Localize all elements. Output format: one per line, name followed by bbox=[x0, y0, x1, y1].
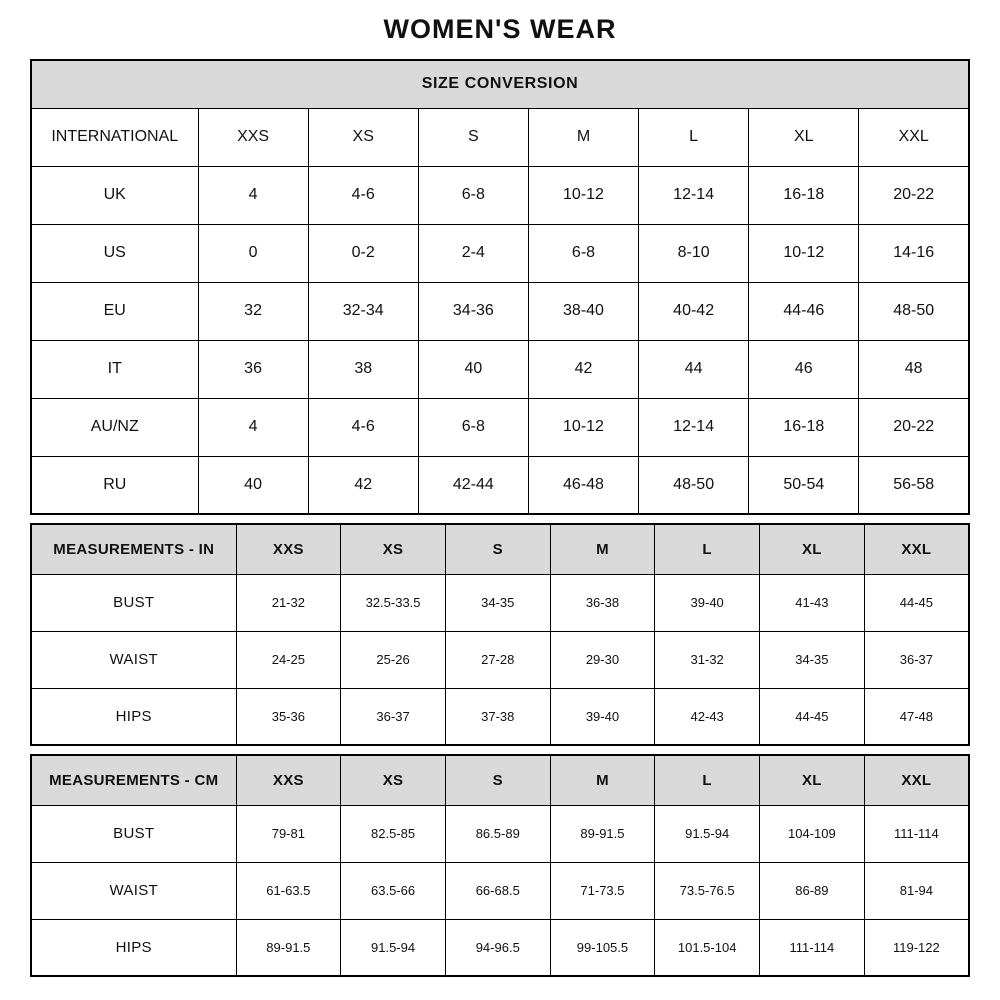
value-cell: 47-48 bbox=[864, 688, 969, 745]
value-cell: 16-18 bbox=[749, 398, 859, 456]
value-cell: 44 bbox=[639, 340, 749, 398]
value-cell: 48-50 bbox=[639, 456, 749, 514]
measurements-in-table bbox=[30, 523, 970, 746]
size-column-header: XXS bbox=[236, 524, 341, 574]
value-cell: 119-122 bbox=[864, 919, 969, 976]
size-column-header: M bbox=[550, 755, 655, 805]
table-row bbox=[31, 919, 969, 976]
value-cell: 27-28 bbox=[445, 631, 550, 688]
value-cell: 6-8 bbox=[418, 166, 528, 224]
value-cell: 10-12 bbox=[528, 166, 638, 224]
table-gap bbox=[30, 746, 970, 754]
table-row bbox=[31, 108, 969, 166]
value-cell: 111-114 bbox=[760, 919, 865, 976]
value-cell: 37-38 bbox=[445, 688, 550, 745]
value-cell: 36-37 bbox=[341, 688, 446, 745]
value-cell: 39-40 bbox=[655, 574, 760, 631]
value-cell: 79-81 bbox=[236, 805, 341, 862]
row-label: BUST bbox=[31, 805, 236, 862]
table-row bbox=[31, 805, 969, 862]
value-cell: 31-32 bbox=[655, 631, 760, 688]
value-cell: 32 bbox=[198, 282, 308, 340]
value-cell: S bbox=[418, 108, 528, 166]
value-cell: 29-30 bbox=[550, 631, 655, 688]
size-column-header: M bbox=[550, 524, 655, 574]
value-cell: 36 bbox=[198, 340, 308, 398]
table-row bbox=[31, 456, 969, 514]
value-cell: 86.5-89 bbox=[445, 805, 550, 862]
value-cell: 36-37 bbox=[864, 631, 969, 688]
row-label: WAIST bbox=[31, 862, 236, 919]
value-cell: XXS bbox=[198, 108, 308, 166]
value-cell: 94-96.5 bbox=[445, 919, 550, 976]
value-cell: 25-26 bbox=[341, 631, 446, 688]
value-cell: 4 bbox=[198, 398, 308, 456]
value-cell: 32-34 bbox=[308, 282, 418, 340]
size-column-header: XL bbox=[760, 524, 865, 574]
value-cell: 34-35 bbox=[445, 574, 550, 631]
value-cell: 2-4 bbox=[418, 224, 528, 282]
row-label: US bbox=[31, 224, 198, 282]
value-cell: M bbox=[528, 108, 638, 166]
value-cell: 73.5-76.5 bbox=[655, 862, 760, 919]
value-cell: 44-46 bbox=[749, 282, 859, 340]
value-cell: 91.5-94 bbox=[655, 805, 760, 862]
table-gap bbox=[30, 515, 970, 523]
value-cell: XS bbox=[308, 108, 418, 166]
value-cell: 42 bbox=[528, 340, 638, 398]
value-cell: 20-22 bbox=[859, 166, 969, 224]
value-cell: 44-45 bbox=[760, 688, 865, 745]
size-column-header: XXL bbox=[864, 524, 969, 574]
size-column-header: XXS bbox=[236, 755, 341, 805]
size-conversion-table bbox=[30, 59, 970, 515]
table-row bbox=[31, 574, 969, 631]
size-header-row bbox=[31, 755, 969, 805]
row-label: BUST bbox=[31, 574, 236, 631]
row-label: UK bbox=[31, 166, 198, 224]
row-label: EU bbox=[31, 282, 198, 340]
value-cell: 40 bbox=[418, 340, 528, 398]
value-cell: 0-2 bbox=[308, 224, 418, 282]
value-cell: 4 bbox=[198, 166, 308, 224]
value-cell: XXL bbox=[859, 108, 969, 166]
size-column-header: S bbox=[445, 524, 550, 574]
value-cell: 6-8 bbox=[528, 224, 638, 282]
table-row bbox=[31, 631, 969, 688]
size-column-header: XS bbox=[341, 755, 446, 805]
value-cell: 40 bbox=[198, 456, 308, 514]
value-cell: 104-109 bbox=[760, 805, 865, 862]
value-cell: XL bbox=[749, 108, 859, 166]
value-cell: 21-32 bbox=[236, 574, 341, 631]
value-cell: 38 bbox=[308, 340, 418, 398]
size-column-header: XXL bbox=[864, 755, 969, 805]
value-cell: 4-6 bbox=[308, 398, 418, 456]
value-cell: 36-38 bbox=[550, 574, 655, 631]
value-cell: 14-16 bbox=[859, 224, 969, 282]
value-cell: 34-36 bbox=[418, 282, 528, 340]
value-cell: 41-43 bbox=[760, 574, 865, 631]
size-column-header: S bbox=[445, 755, 550, 805]
value-cell: 10-12 bbox=[749, 224, 859, 282]
value-cell: 61-63.5 bbox=[236, 862, 341, 919]
size-conversion-title: SIZE CONVERSION bbox=[31, 60, 969, 108]
value-cell: 66-68.5 bbox=[445, 862, 550, 919]
table-row bbox=[31, 398, 969, 456]
value-cell: 42-44 bbox=[418, 456, 528, 514]
value-cell: 89-91.5 bbox=[550, 805, 655, 862]
value-cell: 91.5-94 bbox=[341, 919, 446, 976]
page-title: WOMEN'S WEAR bbox=[383, 14, 617, 44]
value-cell: 99-105.5 bbox=[550, 919, 655, 976]
value-cell: 48 bbox=[859, 340, 969, 398]
value-cell: 38-40 bbox=[528, 282, 638, 340]
value-cell: 32.5-33.5 bbox=[341, 574, 446, 631]
value-cell: 34-35 bbox=[760, 631, 865, 688]
value-cell: 50-54 bbox=[749, 456, 859, 514]
value-cell: 8-10 bbox=[639, 224, 749, 282]
table-row bbox=[31, 862, 969, 919]
value-cell: 48-50 bbox=[859, 282, 969, 340]
table-row bbox=[31, 340, 969, 398]
value-cell: L bbox=[639, 108, 749, 166]
value-cell: 56-58 bbox=[859, 456, 969, 514]
value-cell: 89-91.5 bbox=[236, 919, 341, 976]
table-row bbox=[31, 688, 969, 745]
row-label: INTERNATIONAL bbox=[31, 108, 198, 166]
value-cell: 10-12 bbox=[528, 398, 638, 456]
measurements-cm-table bbox=[30, 754, 970, 977]
row-label: RU bbox=[31, 456, 198, 514]
value-cell: 6-8 bbox=[418, 398, 528, 456]
value-cell: 42 bbox=[308, 456, 418, 514]
value-cell: 12-14 bbox=[639, 166, 749, 224]
size-column-header: XL bbox=[760, 755, 865, 805]
value-cell: 42-43 bbox=[655, 688, 760, 745]
value-cell: 82.5-85 bbox=[341, 805, 446, 862]
size-column-header: XS bbox=[341, 524, 446, 574]
row-label: HIPS bbox=[31, 688, 236, 745]
value-cell: 111-114 bbox=[864, 805, 969, 862]
table-row bbox=[31, 166, 969, 224]
value-cell: 39-40 bbox=[550, 688, 655, 745]
value-cell: 46-48 bbox=[528, 456, 638, 514]
value-cell: 20-22 bbox=[859, 398, 969, 456]
table-title-row bbox=[31, 60, 969, 108]
value-cell: 63.5-66 bbox=[341, 862, 446, 919]
size-header-row bbox=[31, 524, 969, 574]
value-cell: 12-14 bbox=[639, 398, 749, 456]
row-label: IT bbox=[31, 340, 198, 398]
row-label: WAIST bbox=[31, 631, 236, 688]
row-label: HIPS bbox=[31, 919, 236, 976]
value-cell: 40-42 bbox=[639, 282, 749, 340]
row-label: AU/NZ bbox=[31, 398, 198, 456]
value-cell: 44-45 bbox=[864, 574, 969, 631]
value-cell: 0 bbox=[198, 224, 308, 282]
table-row bbox=[31, 282, 969, 340]
value-cell: 24-25 bbox=[236, 631, 341, 688]
size-column-header: L bbox=[655, 755, 760, 805]
value-cell: 81-94 bbox=[864, 862, 969, 919]
value-cell: 4-6 bbox=[308, 166, 418, 224]
table-row bbox=[31, 224, 969, 282]
value-cell: 71-73.5 bbox=[550, 862, 655, 919]
value-cell: 86-89 bbox=[760, 862, 865, 919]
value-cell: 101.5-104 bbox=[655, 919, 760, 976]
value-cell: 35-36 bbox=[236, 688, 341, 745]
measurements-cm-title: MEASUREMENTS - CM bbox=[31, 755, 236, 805]
value-cell: 46 bbox=[749, 340, 859, 398]
value-cell: 16-18 bbox=[749, 166, 859, 224]
measurements-in-title: MEASUREMENTS - IN bbox=[31, 524, 236, 574]
size-column-header: L bbox=[655, 524, 760, 574]
